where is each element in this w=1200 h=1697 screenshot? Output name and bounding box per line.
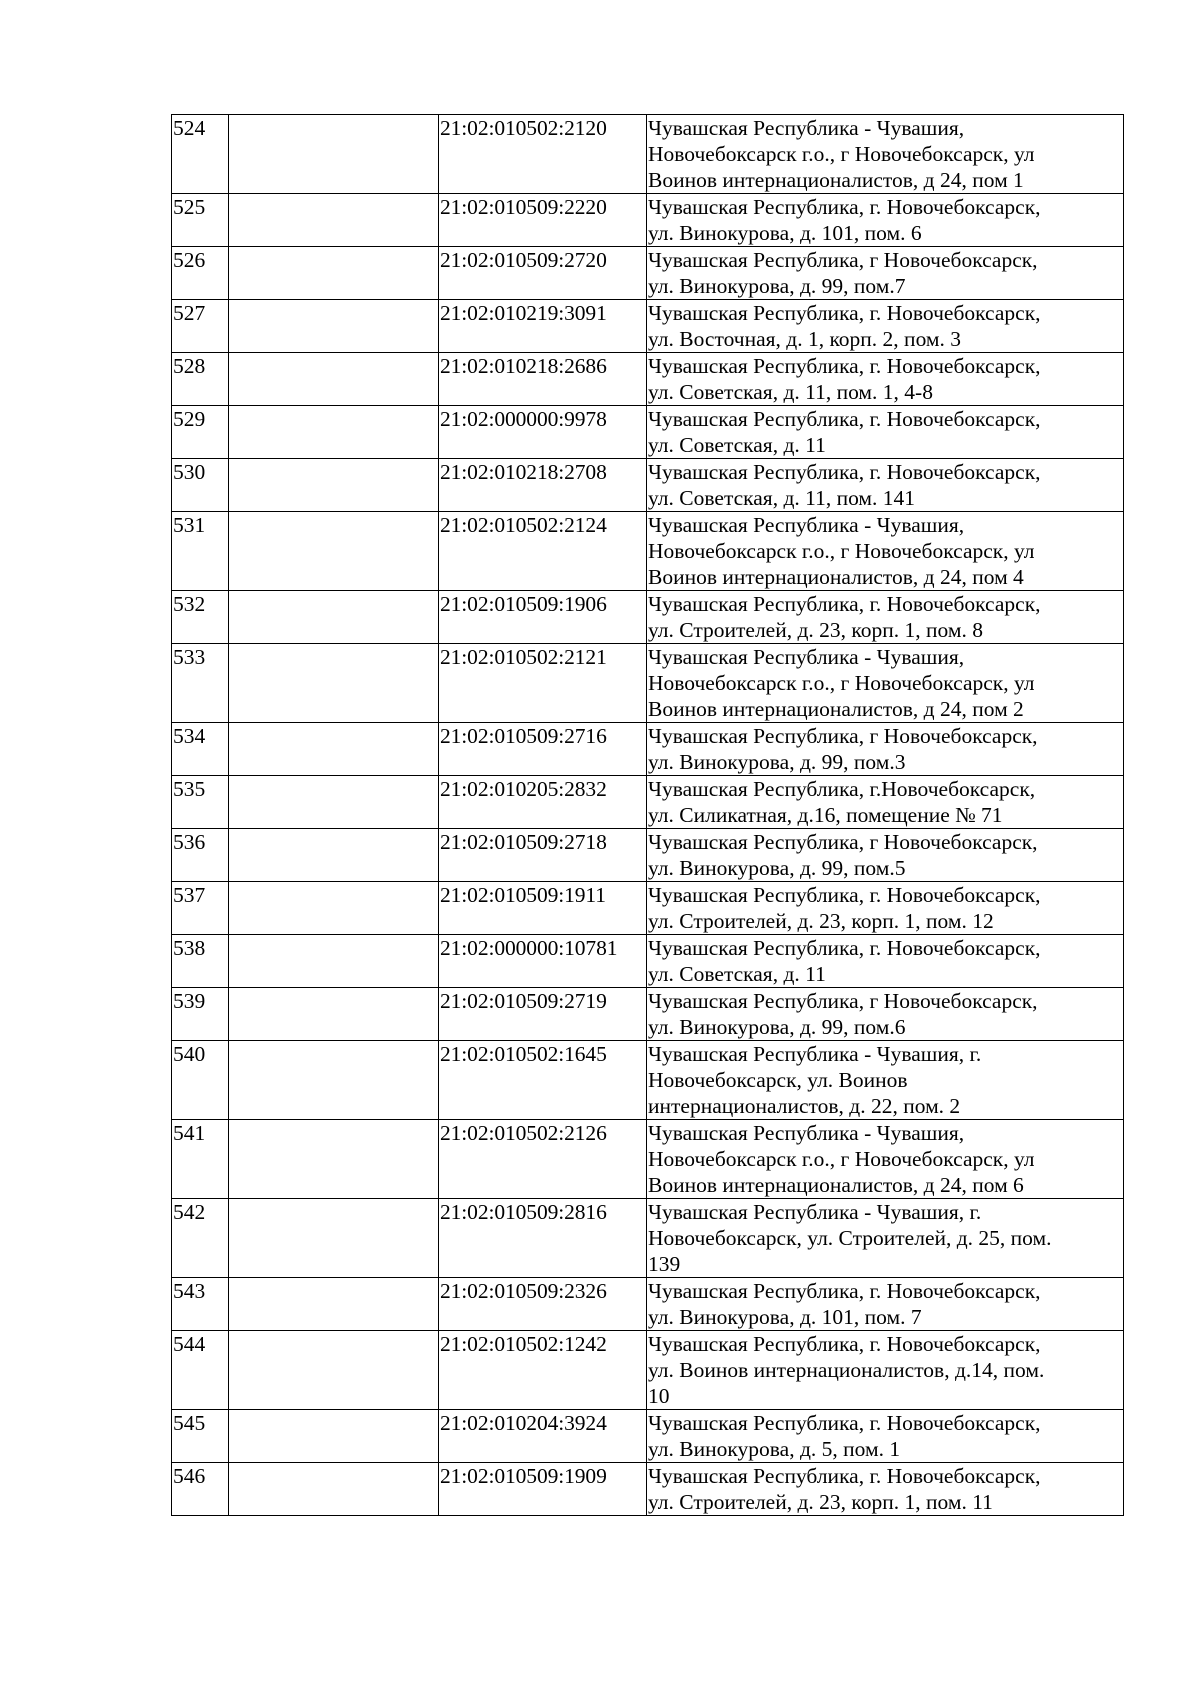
- address-cell: [647, 776, 1124, 829]
- address-line: Чувашская Республика - Чувашия,: [648, 1121, 965, 1145]
- address-line: Чувашская Республика - Чувашия, г.: [648, 1042, 982, 1066]
- blank-cell: [229, 882, 439, 935]
- address-line: Новочебоксарск г.о., г Новочебоксарск, ул: [648, 671, 1035, 695]
- table-row: [172, 1041, 1124, 1120]
- address-cell: [647, 723, 1124, 776]
- row-number-cell: 537: [172, 882, 229, 935]
- blank-cell: [229, 353, 439, 406]
- row-number-cell: 531: [172, 512, 229, 591]
- address-line: Чувашская Республика, г. Новочебоксарск,: [648, 936, 1041, 960]
- blank-cell: [229, 829, 439, 882]
- address-line: Чувашская Республика - Чувашия,: [648, 116, 965, 140]
- table-row: [172, 935, 1124, 988]
- address-cell: [647, 1331, 1124, 1410]
- address-line: 10: [648, 1384, 670, 1408]
- address-line: Чувашская Республика, г. Новочебоксарск,: [648, 1332, 1041, 1356]
- row-number-cell: 528: [172, 353, 229, 406]
- address-cell: [647, 644, 1124, 723]
- row-number-cell: 538: [172, 935, 229, 988]
- cadastral-number-cell: 21:02:010509:2719: [439, 988, 647, 1041]
- address-line: Чувашская Республика, г. Новочебоксарск,: [648, 407, 1041, 431]
- address-line: Новочебоксарск, ул. Строителей, д. 25, пом.: [648, 1226, 1052, 1250]
- blank-cell: [229, 988, 439, 1041]
- address-cell: [647, 988, 1124, 1041]
- address-line: Чувашская Республика, г. Новочебоксарск,: [648, 460, 1041, 484]
- blank-cell: [229, 1278, 439, 1331]
- address-line: ул. Винокурова, д. 99, пом.3: [648, 750, 906, 774]
- address-line: ул. Воинов интернационалистов, д.14, пом.: [648, 1358, 1045, 1382]
- row-number-cell: 527: [172, 300, 229, 353]
- row-number-cell: 534: [172, 723, 229, 776]
- table-row: [172, 723, 1124, 776]
- address-line: Чувашская Республика, г. Новочебоксарск,: [648, 883, 1041, 907]
- address-line: Чувашская Республика - Чувашия,: [648, 645, 965, 669]
- registry-table-body: [172, 115, 1124, 1516]
- cadastral-number-cell: 21:02:010502:1645: [439, 1041, 647, 1120]
- blank-cell: [229, 1331, 439, 1410]
- address-line: Чувашская Республика, г Новочебоксарск,: [648, 830, 1038, 854]
- blank-cell: [229, 1463, 439, 1516]
- table-row: [172, 882, 1124, 935]
- cadastral-number-cell: 21:02:010502:2120: [439, 115, 647, 194]
- row-number-cell: 542: [172, 1199, 229, 1278]
- row-number-cell: 543: [172, 1278, 229, 1331]
- blank-cell: [229, 1410, 439, 1463]
- table-row: [172, 776, 1124, 829]
- address-cell: [647, 459, 1124, 512]
- cadastral-number-cell: 21:02:010218:2686: [439, 353, 647, 406]
- address-line: Воинов интернационалистов, д 24, пом 2: [648, 697, 1024, 721]
- address-line: ул. Советская, д. 11, пом. 141: [648, 486, 916, 510]
- table-row: [172, 988, 1124, 1041]
- address-line: интернационалистов, д. 22, пом. 2: [648, 1094, 961, 1118]
- address-line: Чувашская Республика, г Новочебоксарск,: [648, 724, 1038, 748]
- address-cell: [647, 406, 1124, 459]
- table-row: [172, 829, 1124, 882]
- address-cell: [647, 512, 1124, 591]
- address-line: Чувашская Республика, г.Новочебоксарск,: [648, 777, 1036, 801]
- cadastral-number-cell: 21:02:010218:2708: [439, 459, 647, 512]
- table-row: [172, 1331, 1124, 1410]
- blank-cell: [229, 300, 439, 353]
- address-cell: [647, 935, 1124, 988]
- address-cell: [647, 1463, 1124, 1516]
- address-cell: [647, 1041, 1124, 1120]
- blank-cell: [229, 512, 439, 591]
- row-number-cell: 529: [172, 406, 229, 459]
- blank-cell: [229, 1199, 439, 1278]
- address-line: ул. Винокурова, д. 101, пом. 7: [648, 1305, 922, 1329]
- blank-cell: [229, 935, 439, 988]
- cadastral-number-cell: 21:02:010502:2124: [439, 512, 647, 591]
- address-line: Новочебоксарск, ул. Воинов: [648, 1068, 908, 1092]
- cadastral-number-cell: 21:02:010509:2716: [439, 723, 647, 776]
- address-line: ул. Винокурова, д. 99, пом.7: [648, 274, 906, 298]
- address-line: Чувашская Республика, г Новочебоксарск,: [648, 989, 1038, 1013]
- address-line: ул. Силикатная, д.16, помещение № 71: [648, 803, 1003, 827]
- blank-cell: [229, 644, 439, 723]
- address-line: Новочебоксарск г.о., г Новочебоксарск, ул: [648, 142, 1035, 166]
- address-line: ул. Строителей, д. 23, корп. 1, пом. 12: [648, 909, 994, 933]
- blank-cell: [229, 723, 439, 776]
- row-number-cell: 524: [172, 115, 229, 194]
- address-line: Чувашская Республика, г. Новочебоксарск,: [648, 1464, 1041, 1488]
- address-line: ул. Советская, д. 11: [648, 433, 826, 457]
- table-row: [172, 194, 1124, 247]
- blank-cell: [229, 406, 439, 459]
- cadastral-number-cell: 21:02:010204:3924: [439, 1410, 647, 1463]
- cadastral-number-cell: 21:02:010502:2126: [439, 1120, 647, 1199]
- table-row: [172, 512, 1124, 591]
- address-cell: [647, 1410, 1124, 1463]
- table-row: [172, 406, 1124, 459]
- cadastral-number-cell: 21:02:010509:2220: [439, 194, 647, 247]
- address-line: Новочебоксарск г.о., г Новочебоксарск, ул: [648, 1147, 1035, 1171]
- cadastral-number-cell: 21:02:010509:2718: [439, 829, 647, 882]
- address-line: Чувашская Республика, г Новочебоксарск,: [648, 248, 1038, 272]
- table-row: [172, 1463, 1124, 1516]
- address-cell: [647, 1199, 1124, 1278]
- address-line: Чувашская Республика, г. Новочебоксарск,: [648, 1411, 1041, 1435]
- row-number-cell: 535: [172, 776, 229, 829]
- blank-cell: [229, 247, 439, 300]
- table-row: [172, 644, 1124, 723]
- cadastral-number-cell: 21:02:000000:9978: [439, 406, 647, 459]
- address-cell: [647, 1278, 1124, 1331]
- table-row: [172, 247, 1124, 300]
- address-cell: [647, 882, 1124, 935]
- row-number-cell: 532: [172, 591, 229, 644]
- address-line: Чувашская Республика, г. Новочебоксарск,: [648, 1279, 1041, 1303]
- table-row: [172, 300, 1124, 353]
- table-row: [172, 459, 1124, 512]
- cadastral-number-cell: 21:02:010509:2816: [439, 1199, 647, 1278]
- address-line: Чувашская Республика, г. Новочебоксарск,: [648, 195, 1041, 219]
- cadastral-number-cell: 21:02:010205:2832: [439, 776, 647, 829]
- address-line: 139: [648, 1252, 681, 1276]
- cadastral-number-cell: 21:02:010502:2121: [439, 644, 647, 723]
- address-line: Воинов интернационалистов, д 24, пом 6: [648, 1173, 1024, 1197]
- row-number-cell: 536: [172, 829, 229, 882]
- table-row: [172, 1278, 1124, 1331]
- address-line: Воинов интернационалистов, д 24, пом 4: [648, 565, 1024, 589]
- address-line: Чувашская Республика - Чувашия, г.: [648, 1200, 982, 1224]
- row-number-cell: 539: [172, 988, 229, 1041]
- row-number-cell: 533: [172, 644, 229, 723]
- address-line: Чувашская Республика, г. Новочебоксарск,: [648, 592, 1041, 616]
- address-cell: [647, 300, 1124, 353]
- row-number-cell: 544: [172, 1331, 229, 1410]
- address-line: ул. Винокурова, д. 5, пом. 1: [648, 1437, 901, 1461]
- address-cell: [647, 1120, 1124, 1199]
- address-line: Новочебоксарск г.о., г Новочебоксарск, ул: [648, 539, 1035, 563]
- address-line: ул. Строителей, д. 23, корп. 1, пом. 11: [648, 1490, 993, 1514]
- row-number-cell: 546: [172, 1463, 229, 1516]
- row-number-cell: 526: [172, 247, 229, 300]
- cadastral-number-cell: 21:02:010502:1242: [439, 1331, 647, 1410]
- address-cell: [647, 115, 1124, 194]
- blank-cell: [229, 1041, 439, 1120]
- table-row: [172, 1199, 1124, 1278]
- blank-cell: [229, 591, 439, 644]
- cadastral-number-cell: 21:02:010509:1906: [439, 591, 647, 644]
- blank-cell: [229, 1120, 439, 1199]
- address-cell: [647, 591, 1124, 644]
- table-row: [172, 353, 1124, 406]
- address-line: Воинов интернационалистов, д 24, пом 1: [648, 168, 1024, 192]
- cadastral-number-cell: 21:02:010509:2720: [439, 247, 647, 300]
- cadastral-number-cell: 21:02:010219:3091: [439, 300, 647, 353]
- address-line: ул. Восточная, д. 1, корп. 2, пом. 3: [648, 327, 962, 351]
- table-row: [172, 1410, 1124, 1463]
- table-row: [172, 1120, 1124, 1199]
- address-line: ул. Винокурова, д. 101, пом. 6: [648, 221, 922, 245]
- table-row: [172, 591, 1124, 644]
- cadastral-number-cell: 21:02:010509:2326: [439, 1278, 647, 1331]
- cadastral-number-cell: 21:02:010509:1909: [439, 1463, 647, 1516]
- address-line: ул. Винокурова, д. 99, пом.6: [648, 1015, 906, 1039]
- cadastral-number-cell: 21:02:010509:1911: [439, 882, 647, 935]
- address-line: ул. Советская, д. 11, пом. 1, 4-8: [648, 380, 933, 404]
- table-row: [172, 115, 1124, 194]
- row-number-cell: 541: [172, 1120, 229, 1199]
- address-line: ул. Строителей, д. 23, корп. 1, пом. 8: [648, 618, 983, 642]
- address-cell: [647, 353, 1124, 406]
- address-line: Чувашская Республика, г. Новочебоксарск,: [648, 354, 1041, 378]
- blank-cell: [229, 194, 439, 247]
- address-cell: [647, 247, 1124, 300]
- address-line: Чувашская Республика - Чувашия,: [648, 513, 965, 537]
- address-cell: [647, 194, 1124, 247]
- blank-cell: [229, 776, 439, 829]
- cadastral-number-cell: 21:02:000000:10781: [439, 935, 647, 988]
- row-number-cell: 525: [172, 194, 229, 247]
- address-cell: [647, 829, 1124, 882]
- address-line: ул. Винокурова, д. 99, пом.5: [648, 856, 906, 880]
- address-line: Чувашская Республика, г. Новочебоксарск,: [648, 301, 1041, 325]
- row-number-cell: 545: [172, 1410, 229, 1463]
- row-number-cell: 530: [172, 459, 229, 512]
- row-number-cell: 540: [172, 1041, 229, 1120]
- property-registry-table: [171, 114, 1124, 1516]
- blank-cell: [229, 459, 439, 512]
- address-line: ул. Советская, д. 11: [648, 962, 826, 986]
- blank-cell: [229, 115, 439, 194]
